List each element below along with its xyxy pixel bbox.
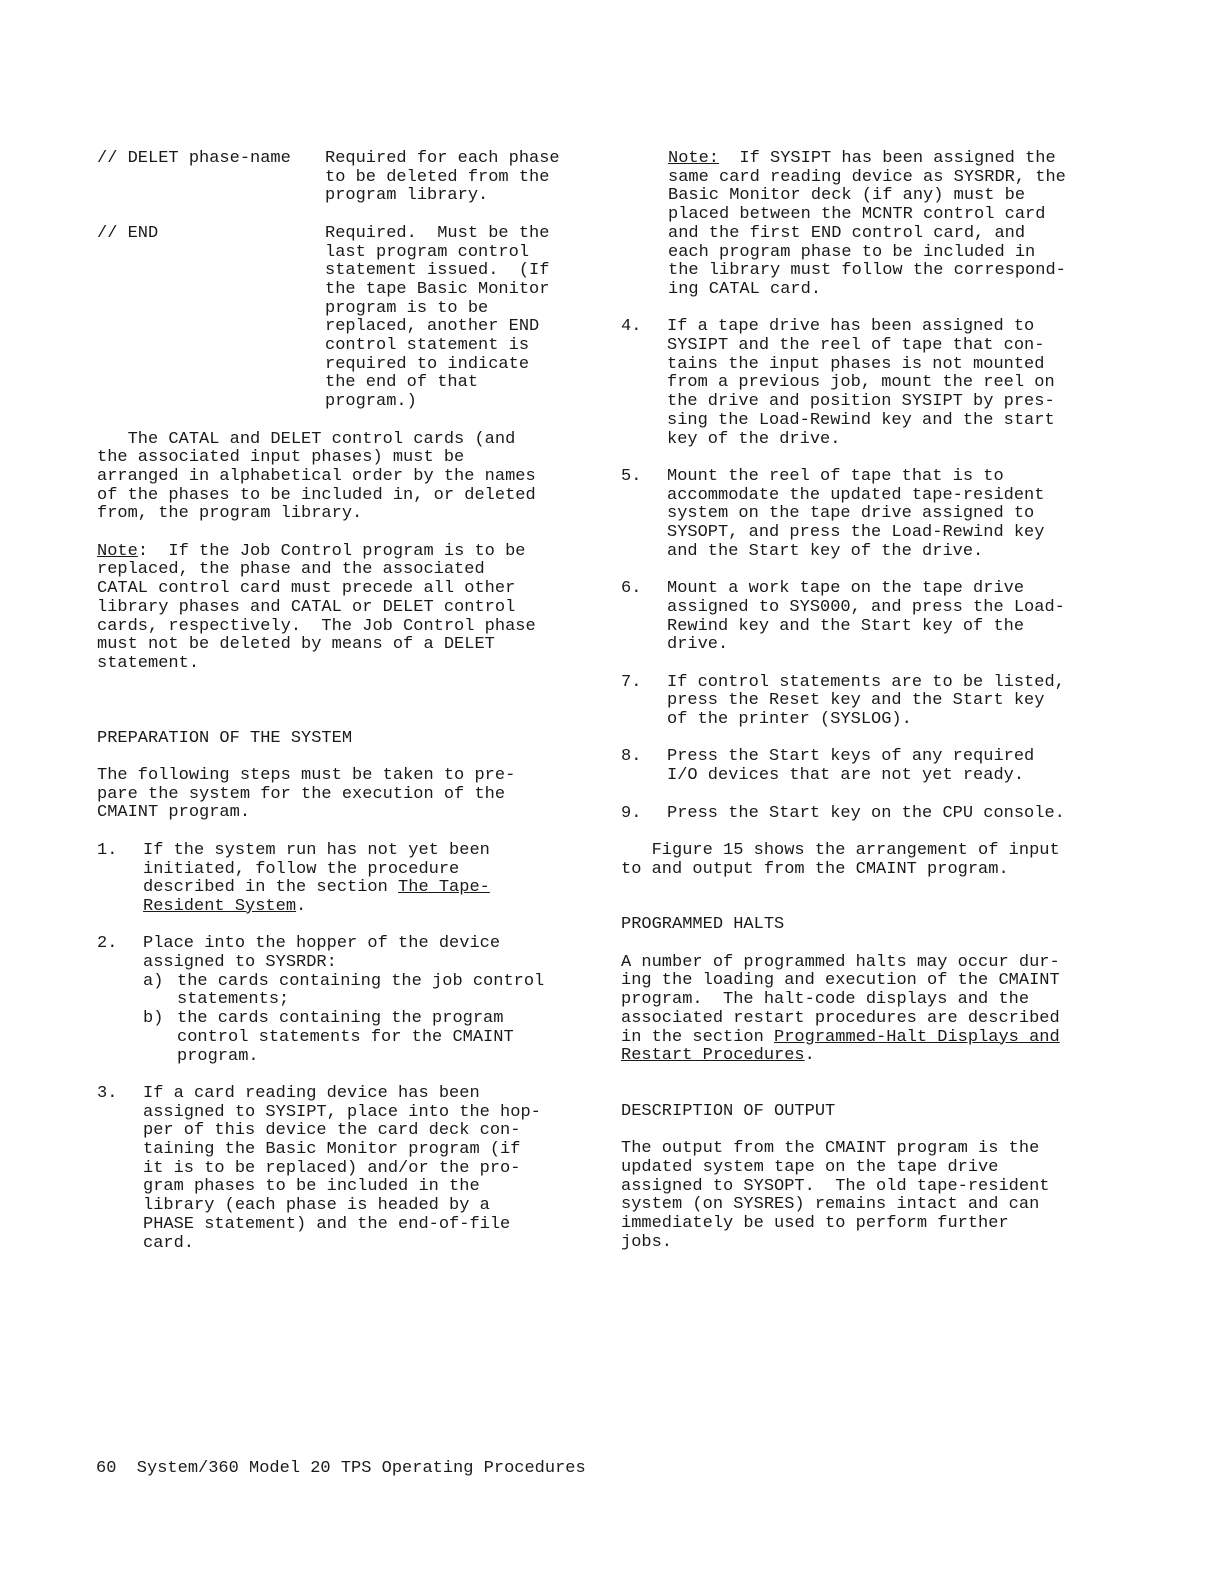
text-line	[97, 543, 597, 562]
text-line: replaced, another END	[325, 317, 540, 337]
left-column	[97, 150, 597, 1272]
text-line: same card reading device as SYSRDR, the	[668, 167, 1066, 187]
section-heading-preparation: PREPARATION OF THE SYSTEM	[97, 728, 353, 748]
text-line: PHASE statement) and the end-of-file	[143, 1214, 511, 1234]
text-line: updated system tape on the tape drive	[621, 1158, 999, 1178]
text-line: sing the Load-Rewind key and the start	[667, 410, 1055, 430]
sub-body	[177, 1010, 514, 1066]
text-line: cards, respectively. The Job Control phase	[97, 616, 536, 636]
step-6	[621, 580, 1121, 655]
job-control-note	[97, 543, 597, 674]
text-line: The CATAL and DELET control cards (and	[97, 429, 516, 449]
step-5	[621, 468, 1121, 562]
text-line: assigned to SYS000, and press the Load-	[667, 597, 1065, 617]
text-line: Mount a work tape on the tape drive	[667, 579, 1025, 599]
control-statement-delet	[97, 150, 597, 206]
step-body	[143, 1085, 597, 1253]
text-line: of the printer (SYSLOG).	[667, 710, 912, 730]
text-line: Place into the hopper of the device	[143, 934, 501, 954]
text-line: ing the loading and execution of the CMAINT	[621, 971, 1060, 991]
text-line: from a previous job, mount the reel on	[667, 373, 1055, 393]
text-line: pare the system for the execution of the	[97, 784, 506, 804]
text-line: CATAL control card must precede all other	[97, 579, 516, 599]
step-1	[97, 842, 597, 917]
control-statement-end	[97, 225, 597, 412]
step-number: 9.	[621, 803, 642, 823]
section-reference-link[interactable]: Resident System	[143, 896, 297, 916]
text-line: press the Reset key and the Start key	[667, 691, 1045, 711]
text-line: gram phases to be included in the	[143, 1177, 480, 1197]
text-line: control statements for the CMAINT	[177, 1027, 514, 1047]
text-line: CMAINT program.	[97, 803, 251, 823]
step-number: 7.	[621, 672, 642, 692]
step-7	[621, 674, 1121, 730]
step-body	[667, 318, 1121, 449]
step-body	[667, 748, 1121, 785]
text-line	[668, 150, 1121, 169]
section-heading-output: DESCRIPTION OF OUTPUT	[621, 1101, 836, 1121]
text-line: Rewind key and the Start key of the	[667, 616, 1025, 636]
note-label: Note:	[668, 149, 720, 168]
step-body	[667, 674, 1121, 730]
text-line: If a card reading device has been	[143, 1083, 480, 1103]
text-line: The following steps must be taken to pre-	[97, 766, 516, 786]
text-line: taining the Basic Monitor program (if	[143, 1140, 521, 1160]
step-2	[97, 935, 597, 1066]
text-line: immediately be used to perform further	[621, 1214, 1009, 1234]
text-line: tains the input phases is not mounted	[667, 354, 1045, 374]
text-line: control statement is	[325, 336, 530, 356]
text-line	[621, 1047, 1121, 1066]
step-4	[621, 318, 1121, 449]
text-line: statements;	[177, 990, 290, 1010]
text-line: system on the tape drive assigned to	[667, 504, 1035, 524]
text-line: replaced, the phase and the associated	[97, 560, 485, 580]
text-line: accommodate the updated tape-resident	[667, 485, 1045, 505]
text-line: SYSOPT, and press the Load-Rewind key	[667, 523, 1045, 543]
text-line: assigned to SYSRDR:	[143, 953, 337, 973]
text-line	[621, 1029, 1121, 1048]
text-line	[143, 879, 597, 898]
text-line: must not be deleted by means of a DELET	[97, 635, 495, 655]
text-line: each program phase to be included in	[668, 242, 1036, 262]
text-line: Press the Start key on the CPU console.	[667, 803, 1065, 823]
text-line: statement.	[97, 653, 200, 673]
section-reference-link[interactable]: Programmed-Halt Displays and	[774, 1027, 1060, 1047]
step-number: 8.	[621, 747, 642, 767]
control-code: // DELET phase-name	[97, 149, 291, 168]
text-line: SYSIPT and the reel of tape that con-	[667, 336, 1045, 356]
text-line: it is to be replaced) and/or the pro-	[143, 1158, 521, 1178]
text-line: Press the Start keys of any required	[667, 747, 1035, 767]
control-description	[325, 225, 595, 412]
text-line: the drive and position SYSIPT by pres-	[667, 392, 1055, 412]
step-8	[621, 748, 1121, 785]
text-line: key of the drive.	[667, 429, 841, 449]
text-line: the cards containing the job control	[177, 971, 545, 991]
text-line: If control statements are to be listed,	[667, 672, 1065, 692]
text-line: program library.	[325, 186, 489, 206]
text-line: and the Start key of the drive.	[667, 541, 984, 561]
text-line: from, the program library.	[97, 504, 363, 524]
preparation-intro	[97, 767, 597, 823]
text-line: system (on SYSRES) remains intact and can	[621, 1195, 1040, 1215]
text-line: program is to be	[325, 298, 489, 318]
text-line: program.)	[325, 392, 417, 412]
text-line: the library must follow the correspond-	[668, 261, 1066, 281]
text-line: A number of programmed halts may occur dur-	[621, 952, 1060, 972]
text-line: If the system run has not yet been	[143, 840, 490, 860]
step-body	[667, 468, 1121, 562]
figure-paragraph	[621, 842, 1121, 879]
sub-body	[177, 973, 544, 1010]
step-body	[143, 935, 597, 1066]
step-3	[97, 1085, 597, 1253]
step-number: 2.	[97, 934, 118, 954]
sub-item-b	[143, 1010, 597, 1066]
control-description	[325, 150, 595, 206]
step-body	[667, 805, 1121, 824]
text-line: the associated input phases) must be	[97, 448, 465, 468]
right-column	[621, 150, 1121, 1271]
note-text: : If the Job Control program is to be	[137, 541, 526, 561]
text-line	[143, 898, 597, 917]
text-line: the cards containing the program	[177, 1009, 504, 1029]
text-fragment: in the section	[621, 1027, 775, 1047]
catal-paragraph	[97, 431, 597, 525]
text-line: arranged in alphabetical order by the names	[97, 466, 536, 486]
text-line: Mount the reel of tape that is to	[667, 466, 1004, 486]
text-line: Required for each phase	[325, 149, 560, 168]
text-line: Basic Monitor deck (if any) must be	[668, 186, 1026, 206]
text-line: placed between the MCNTR control card	[668, 205, 1046, 225]
text-line: and the first END control card, and	[668, 223, 1026, 243]
text-line: associated restart procedures are described	[621, 1008, 1060, 1028]
text-line: statement issued. (If	[325, 261, 550, 281]
step-number: 6.	[621, 579, 642, 599]
text-line: jobs.	[621, 1232, 673, 1252]
text-line: program.	[177, 1046, 259, 1066]
step-body	[143, 842, 597, 917]
sysipt-note	[621, 150, 1121, 300]
text-line: Required. Must be the	[325, 223, 550, 243]
text-line: required to indicate	[325, 354, 530, 374]
step-number: 4.	[621, 317, 642, 337]
text-line: drive.	[667, 635, 729, 655]
note-label: Note	[97, 541, 138, 561]
halts-paragraph	[621, 954, 1121, 1066]
sub-label: b)	[143, 1009, 164, 1029]
section-heading-programmed-halts: PROGRAMMED HALTS	[621, 915, 785, 935]
text-line: card.	[143, 1233, 195, 1253]
text-line: initiated, follow the procedure	[143, 859, 460, 879]
text-line: Figure 15 shows the arrangement of input	[621, 840, 1060, 860]
step-body	[667, 580, 1121, 655]
text-line: per of this device the card deck con-	[143, 1121, 521, 1141]
text-line: to be deleted from the	[325, 167, 550, 187]
sub-item-a	[143, 973, 597, 1010]
sub-label: a)	[143, 971, 164, 991]
section-reference-link[interactable]: Restart Procedures	[621, 1046, 805, 1066]
text-line: assigned to SYSIPT, place into the hop-	[143, 1102, 541, 1122]
step-number: 1.	[97, 840, 118, 860]
page-footer: 60 System/360 Model 20 TPS Operating Procedures	[96, 1459, 586, 1478]
text-line: library phases and CATAL or DELET control	[97, 597, 516, 617]
note-text: If SYSIPT has been assigned the	[719, 149, 1056, 168]
text-line: to and output from the CMAINT program.	[621, 859, 1009, 879]
text-line: assigned to SYSOPT. The old tape-resident	[621, 1176, 1050, 1196]
text-line: the tape Basic Monitor	[325, 279, 550, 299]
text-line: library (each phase is headed by a	[143, 1196, 490, 1216]
text-line: I/O devices that are not yet ready.	[667, 766, 1025, 786]
text-fragment: described in the section	[143, 878, 399, 898]
step-number: 3.	[97, 1083, 118, 1103]
section-reference-link[interactable]: The Tape-	[398, 878, 490, 898]
text-line: the end of that	[325, 373, 479, 393]
text-line: ing CATAL card.	[668, 279, 822, 299]
text-fragment: .	[804, 1046, 815, 1066]
step-9	[621, 805, 1121, 824]
text-line: of the phases to be included in, or deleted	[97, 485, 536, 505]
output-paragraph	[621, 1140, 1121, 1252]
step-number: 5.	[621, 466, 642, 486]
text-line: If a tape drive has been assigned to	[667, 317, 1035, 337]
text-fragment: .	[296, 896, 307, 916]
text-line: The output from the CMAINT program is the	[621, 1139, 1040, 1159]
text-line: last program control	[325, 242, 530, 262]
control-code: // END	[97, 223, 159, 243]
text-line: program. The halt-code displays and the	[621, 990, 1030, 1010]
